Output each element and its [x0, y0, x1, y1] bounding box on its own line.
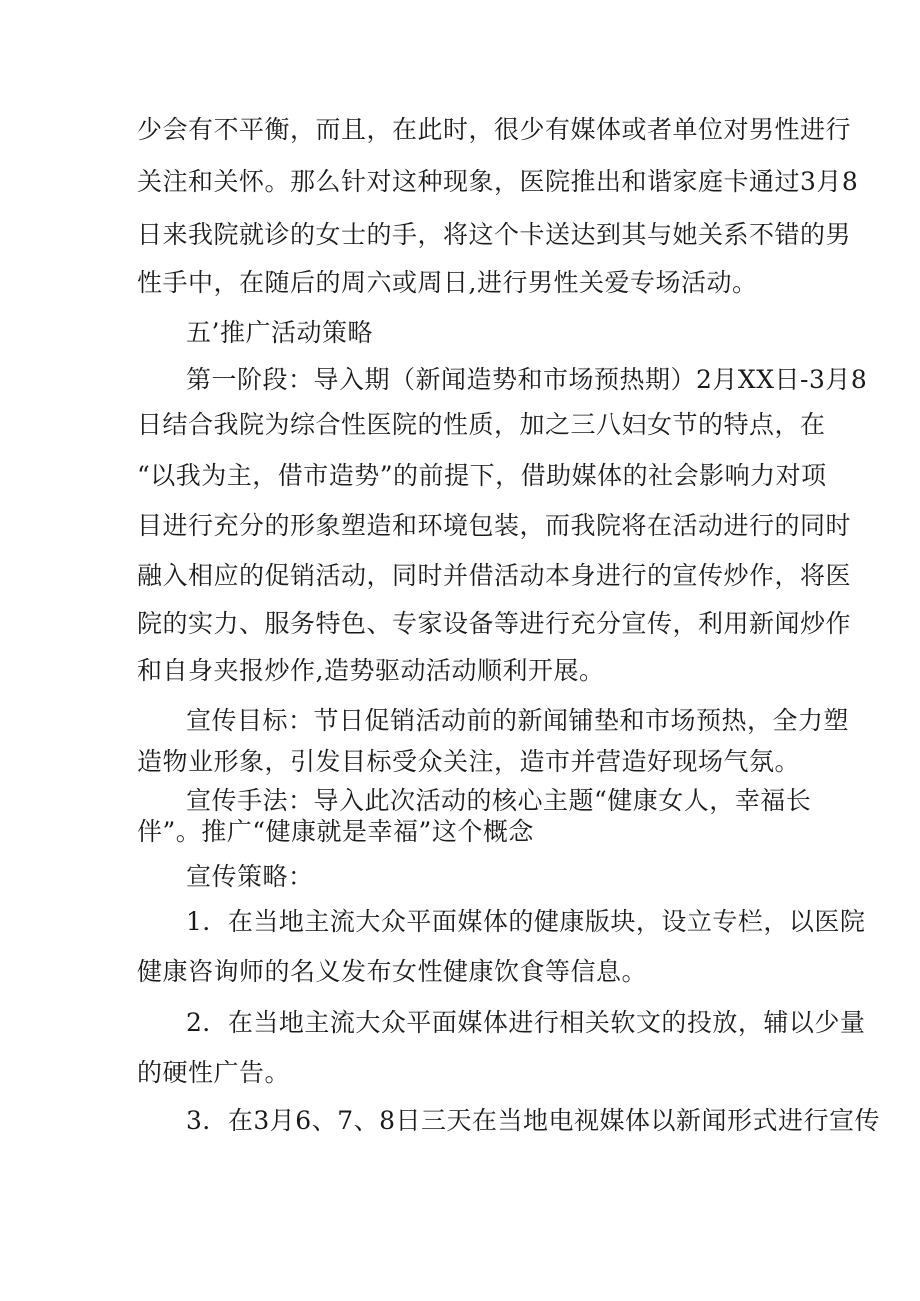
text-line: 健康咨询师的名义发布女性健康饮食等信息。 — [137, 957, 648, 986]
text-line: 目进行充分的形象塑造和环境包装，而我院将在活动进行的同时 — [137, 511, 852, 540]
list-item: 1．在当地主流大众平面媒体的健康版块，设立专栏，以医院 — [186, 907, 866, 936]
text-line: 第一阶段：导入期（新闻造势和市场预热期）2月XX日-3月8 — [186, 365, 868, 394]
text-line: 造物业形象，引发目标受众关注，造市并营造好现场气氛。 — [137, 747, 801, 776]
text-line: 的硬性广告。 — [137, 1058, 291, 1087]
text-line: 关注和关怀。那么针对这种现象，医院推出和谐家庭卡通过3月8 — [137, 167, 859, 196]
text-line: 日结合我院为综合性医院的性质，加之三八妇女节的特点，在 — [137, 410, 826, 439]
text-line: “以我为主，借市造势”的前提下，借助媒体的社会影响力对项 — [137, 461, 827, 490]
text-line: 院的实力、服务特色、专家设备等进行充分宣传，利用新闻炒作 — [137, 609, 852, 638]
text-line: 和自身夹报炒作,造势驱动活动顺利开展。 — [137, 656, 605, 685]
text-line: 宣传目标：节日促销活动前的新闻铺垫和市场预热，全力塑 — [186, 706, 850, 735]
text-line: 伴”。推广“健康就是幸福”这个概念 — [137, 817, 534, 846]
text-line: 日来我院就诊的女士的手，将这个卡送达到其与她关系不错的男 — [137, 220, 852, 249]
text-line: 宣传策略： — [186, 862, 314, 891]
text-line: 宣传手法：导入此次活动的核心主题“健康女人，幸福长 — [186, 786, 812, 815]
list-item: 3．在3月6、7、8日三天在当地电视媒体以新闻形式进行宣传 — [186, 1106, 881, 1135]
section-heading: 五’推广活动策略 — [186, 318, 373, 347]
text-line: 融入相应的促销活动，同时并借活动本身进行的宣传炒作，将医 — [137, 561, 852, 590]
list-item: 2．在当地主流大众平面媒体进行相关软文的投放，辅以少量 — [186, 1008, 866, 1037]
text-line: 性手中，在随后的周六或周日,进行男性关爱专场活动。 — [137, 268, 758, 297]
text-line: 少会有不平衡，而且，在此时，很少有媒体或者单位对男性进行 — [137, 115, 852, 144]
